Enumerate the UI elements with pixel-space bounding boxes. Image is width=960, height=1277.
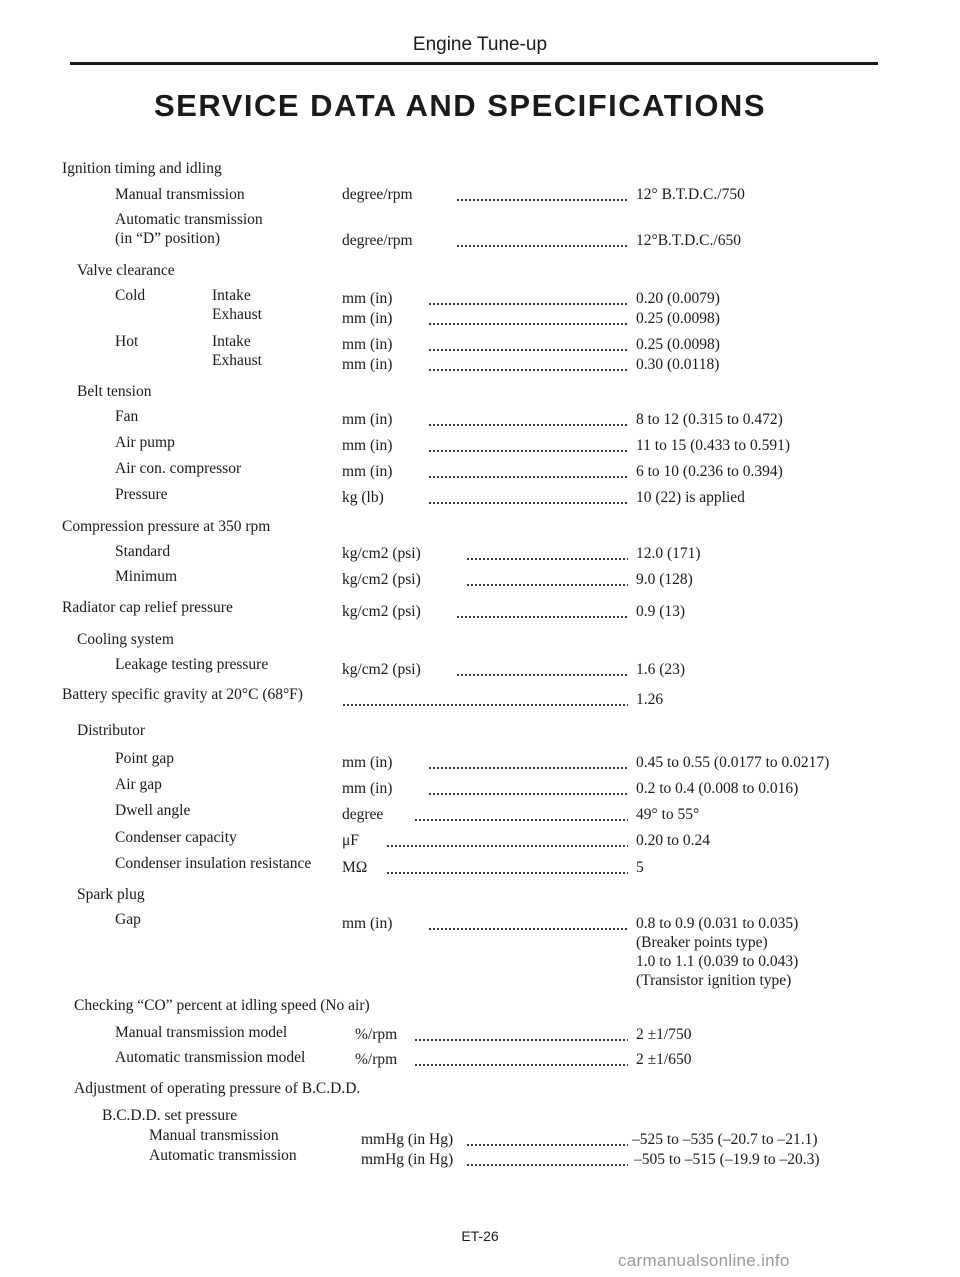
dot-leader bbox=[428, 413, 628, 427]
spec-value: 6 to 10 (0.236 to 0.394) bbox=[636, 463, 783, 480]
dot-leader bbox=[428, 312, 628, 326]
spec-unit: kg/cm2 (psi) bbox=[342, 571, 421, 588]
dot-leader bbox=[466, 547, 628, 561]
spec-value: 1.6 (23) bbox=[636, 661, 686, 678]
spec-value: 9.0 (128) bbox=[636, 571, 693, 588]
spec-value: 1.26 bbox=[636, 691, 664, 708]
spec-unit: mm (in) bbox=[342, 754, 393, 771]
spec-label: B.C.D.D. set pressure bbox=[102, 1107, 238, 1124]
dot-leader bbox=[428, 338, 628, 352]
spec-value: –525 to –535 (–20.7 to –21.1) bbox=[632, 1131, 818, 1148]
section-heading-cooling: Cooling system bbox=[77, 631, 174, 648]
spec-value: 0.20 (0.0079) bbox=[636, 290, 720, 307]
spec-value: 10 (22) is applied bbox=[636, 489, 745, 506]
spec-label: Fan bbox=[115, 408, 139, 425]
spec-label: Minimum bbox=[115, 568, 178, 585]
dot-leader bbox=[428, 358, 628, 372]
dot-leader bbox=[456, 663, 628, 677]
spec-label: Leakage testing pressure bbox=[115, 656, 269, 673]
spec-label: Cold bbox=[115, 287, 146, 304]
spec-value: 0.45 to 0.55 (0.0177 to 0.0217) bbox=[636, 754, 830, 771]
running-head: Engine Tune-up bbox=[412, 34, 548, 55]
section-heading-ignition: Ignition timing and idling bbox=[62, 160, 222, 177]
dot-leader bbox=[428, 756, 628, 770]
dot-leader bbox=[466, 573, 628, 587]
spec-unit: mm (in) bbox=[342, 915, 393, 932]
spec-value: 1.0 to 1.1 (0.039 to 0.043) bbox=[636, 953, 799, 970]
spec-unit: degree/rpm bbox=[342, 186, 413, 203]
spec-value: 2 ±1/650 bbox=[636, 1051, 692, 1068]
spec-sublabel: Exhaust bbox=[212, 352, 262, 369]
dot-leader bbox=[428, 917, 628, 931]
spec-value: 0.2 to 0.4 (0.008 to 0.016) bbox=[636, 780, 799, 797]
dot-leader bbox=[428, 439, 628, 453]
spec-label: Hot bbox=[115, 333, 139, 350]
spec-unit: degree/rpm bbox=[342, 232, 413, 249]
spec-label: Automatic transmission bbox=[115, 211, 263, 228]
spec-unit: mmHg (in Hg) bbox=[361, 1151, 454, 1168]
spec-unit: mm (in) bbox=[342, 780, 393, 797]
section-heading-valve: Valve clearance bbox=[77, 262, 175, 279]
section-heading-belt: Belt tension bbox=[77, 383, 152, 400]
spec-label: Manual transmission bbox=[115, 186, 245, 203]
spec-label: Radiator cap relief pressure bbox=[62, 599, 233, 616]
spec-label: Air gap bbox=[115, 776, 162, 793]
dot-leader bbox=[428, 491, 628, 505]
dot-leader bbox=[456, 605, 628, 619]
spec-value: 0.30 (0.0118) bbox=[636, 356, 720, 373]
spec-label: Condenser capacity bbox=[115, 829, 237, 846]
spec-label: Manual transmission bbox=[149, 1127, 279, 1144]
section-heading-co: Checking “CO” percent at idling speed (No air) bbox=[74, 997, 370, 1014]
spec-value: 12°B.T.D.C./650 bbox=[636, 232, 741, 249]
dot-leader bbox=[414, 1053, 628, 1067]
dot-leader bbox=[466, 1133, 628, 1147]
spec-unit: mm (in) bbox=[342, 463, 393, 480]
spec-unit: kg (lb) bbox=[342, 489, 384, 506]
dot-leader bbox=[414, 1028, 628, 1042]
spec-sublabel: Intake bbox=[212, 333, 251, 350]
spec-unit: mm (in) bbox=[342, 290, 393, 307]
section-heading-distributor: Distributor bbox=[77, 722, 146, 739]
spec-value: 8 to 12 (0.315 to 0.472) bbox=[636, 411, 783, 428]
spec-unit: μF bbox=[342, 832, 359, 849]
spec-label: Battery specific gravity at 20°C (68°F) bbox=[62, 686, 303, 703]
spec-label: Air pump bbox=[115, 434, 175, 451]
spec-label: Condenser insulation resistance bbox=[115, 855, 312, 872]
section-heading-bcdd: Adjustment of operating pressure of B.C.D.D. bbox=[74, 1080, 361, 1097]
spec-unit: mm (in) bbox=[342, 437, 393, 454]
section-heading-spark: Spark plug bbox=[77, 886, 145, 903]
spec-value: 0.8 to 0.9 (0.031 to 0.035) bbox=[636, 915, 799, 932]
spec-label: Air con. compressor bbox=[115, 460, 242, 477]
dot-leader bbox=[428, 292, 628, 306]
dot-leader bbox=[428, 782, 628, 796]
section-heading-compression: Compression pressure at 350 rpm bbox=[62, 518, 271, 535]
spec-value: 12° B.T.D.C./750 bbox=[636, 186, 745, 203]
dot-leader bbox=[414, 808, 628, 822]
spec-value: 49° to 55° bbox=[636, 806, 700, 823]
spec-label: Gap bbox=[115, 911, 141, 928]
spec-unit: kg/cm2 (psi) bbox=[342, 661, 421, 678]
spec-label: (in “D” position) bbox=[115, 230, 221, 247]
spec-sublabel: Intake bbox=[212, 287, 251, 304]
dot-leader bbox=[386, 861, 628, 875]
spec-note: (Transistor ignition type) bbox=[636, 972, 792, 989]
spec-unit: kg/cm2 (psi) bbox=[342, 545, 421, 562]
spec-unit: %/rpm bbox=[355, 1026, 398, 1043]
spec-value: 0.25 (0.0098) bbox=[636, 336, 720, 353]
spec-label: Standard bbox=[115, 543, 171, 560]
dot-leader bbox=[386, 834, 628, 848]
header-rule bbox=[70, 62, 878, 65]
spec-label: Pressure bbox=[115, 486, 168, 503]
spec-value: 2 ±1/750 bbox=[636, 1026, 692, 1043]
dot-leader bbox=[428, 465, 628, 479]
spec-value: 0.25 (0.0098) bbox=[636, 310, 720, 327]
spec-unit: %/rpm bbox=[355, 1051, 398, 1068]
page-title: SERVICE DATA AND SPECIFICATIONS bbox=[153, 88, 766, 123]
spec-label: Manual transmission model bbox=[115, 1024, 288, 1041]
spec-value: 12.0 (171) bbox=[636, 545, 701, 562]
spec-value: 0.9 (13) bbox=[636, 603, 686, 620]
spec-value: 11 to 15 (0.433 to 0.591) bbox=[636, 437, 790, 454]
spec-value: 0.20 to 0.24 bbox=[636, 832, 711, 849]
spec-sublabel: Exhaust bbox=[212, 306, 262, 323]
spec-note: (Breaker points type) bbox=[636, 934, 768, 951]
spec-label: Point gap bbox=[115, 750, 174, 767]
page-number: ET-26 bbox=[461, 1228, 499, 1244]
spec-label: Dwell angle bbox=[115, 802, 191, 819]
spec-label: Automatic transmission model bbox=[115, 1049, 306, 1066]
dot-leader bbox=[456, 234, 628, 248]
spec-unit: mm (in) bbox=[342, 336, 393, 353]
spec-value: 5 bbox=[636, 859, 644, 876]
spec-label: Automatic transmission bbox=[149, 1147, 297, 1164]
spec-unit: mmHg (in Hg) bbox=[361, 1131, 454, 1148]
spec-unit: mm (in) bbox=[342, 356, 393, 373]
spec-unit: MΩ bbox=[342, 859, 368, 876]
spec-unit: degree bbox=[342, 806, 384, 823]
watermark: carmanualsonline.info bbox=[618, 1251, 790, 1270]
spec-unit: kg/cm2 (psi) bbox=[342, 603, 421, 620]
spec-unit: mm (in) bbox=[342, 411, 393, 428]
dot-leader bbox=[342, 693, 628, 707]
spec-value: –505 to –515 (–19.9 to –20.3) bbox=[634, 1151, 820, 1168]
dot-leader bbox=[466, 1153, 628, 1167]
spec-unit: mm (in) bbox=[342, 310, 393, 327]
dot-leader bbox=[456, 188, 628, 202]
